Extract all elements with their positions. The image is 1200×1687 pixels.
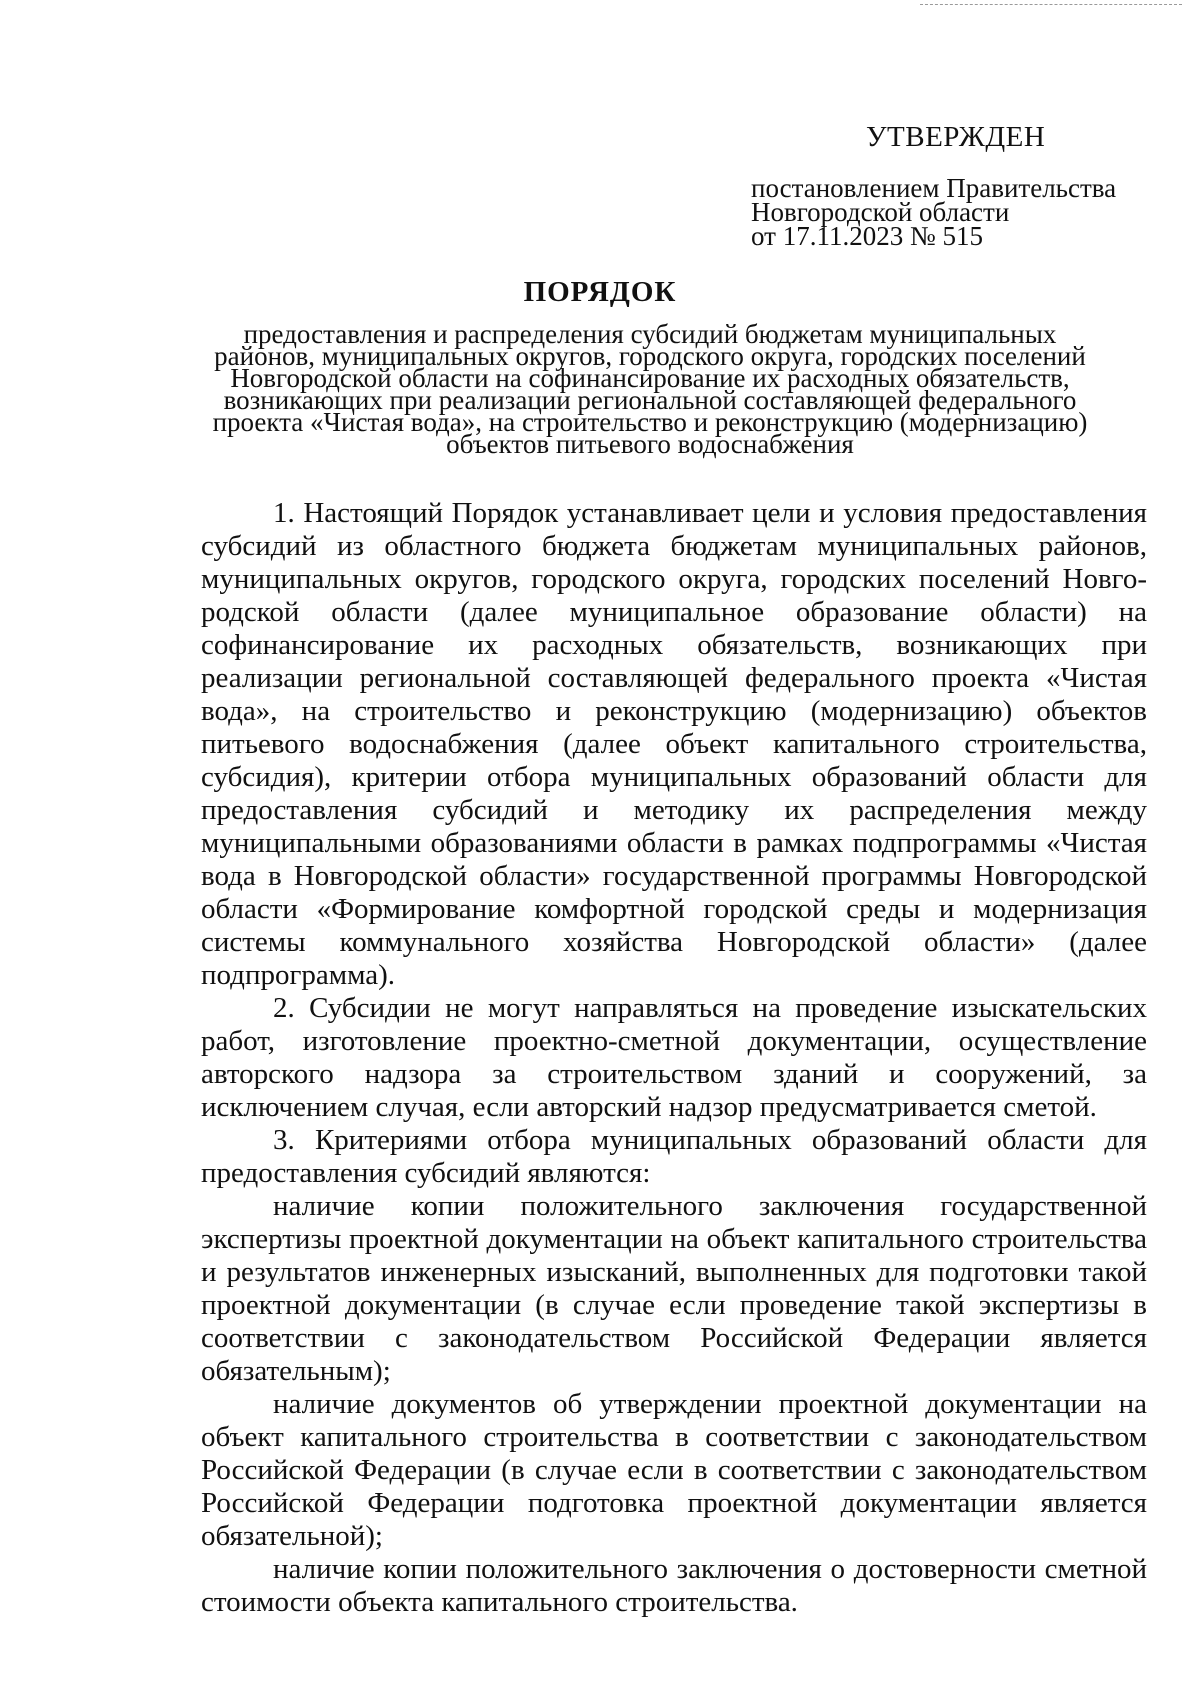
subtitle-line: Новгородской области на софинансирование их расходных обязательств, [230, 363, 1070, 393]
approval-line-decree: постановлением Правительства [751, 173, 1117, 203]
subtitle-line: объектов питьевого водоснабжения [446, 429, 854, 459]
paragraph-2-restrictions: 2. Субсидии не могут направляться на проведение изыскательских работ, изготовление проектно-сметной документации, осуществление авторского надзора за строительством зданий и сооружений, за исключением случая, если авторский надзор предусматривается сметой. [201, 992, 1147, 1123]
document-subtitle [200, 319, 1100, 459]
approval-line-region: Новгородской области [751, 197, 1010, 227]
paragraph-1-purpose: 1. Настоящий Порядок устанавливает цели и условия предоставления субсидий из областного бюджета бюджетам муниципальных районов, муниципальных округов, городского округа, городских поселений Новгородской области (далее муниципальное образование области) на софинансирование их расходных обязательств, возникающих при реализации региональной составляющей федерального проекта «Чистая вода», на строительство и реконструкцию (модернизацию) объектов питьевого водоснабжения (далее объект капитального строительства, субсидия), критерии отбора муниципальных образований области для предоставления субсидий и методику их распределения между муниципальными образованиями области в рамках подпрограммы «Чистая вода в Новгородской области» государственной программы Новгородской области «Формирование комфортной городской среды и модернизация системы коммунального хозяйства Новгородской области» (далее подпрограмма). [201, 497, 1147, 991]
paragraph-3-criteria: 3. Критериями отбора муниципальных образований области для предоставления субсидий являются: [201, 1124, 1147, 1189]
subtitle-line: проекта «Чистая вода», на строительство и реконструкцию (модернизацию) [212, 407, 1088, 437]
document-body [201, 497, 1147, 1619]
scan-edge-line [920, 4, 1182, 5]
criterion-cost-estimate: наличие копии положительного заключения о достоверности сметной стоимости объекта капитального строительства. [201, 1553, 1147, 1618]
approval-title: УТВЕРЖДЕН [866, 121, 1046, 153]
approval-stamp [751, 120, 1151, 251]
subtitle-line: предоставления и распределения субсидий бюджетам муниципальных [243, 319, 1057, 349]
subtitle-line: районов, муниципальных округов, городского округа, городских поселений [214, 341, 1086, 371]
approval-line-date-number: от 17.11.2023 № 515 [751, 221, 983, 251]
criterion-state-expertise: наличие копии положительного заключения государственной экспертизы проектной документации на объект капитального строительства и результатов инженерных изысканий, выполненных для подготовки такой проектной документации (в случае если проведение такой экспертизы в соответствии с законодательством Российской Федерации является обязательным); [201, 1190, 1147, 1387]
criterion-project-approval: наличие документов об утверждении проектной документации на объект капитального строительства в соответствии с законодательством Российской Федерации (в случае если в соответствии с законодательством Российской Федерации подготовка проектной документации является обязательной); [201, 1388, 1147, 1552]
document-title: ПОРЯДОК [523, 276, 677, 308]
subtitle-line: возникающих при реализации региональной составляющей федерального [223, 385, 1077, 415]
